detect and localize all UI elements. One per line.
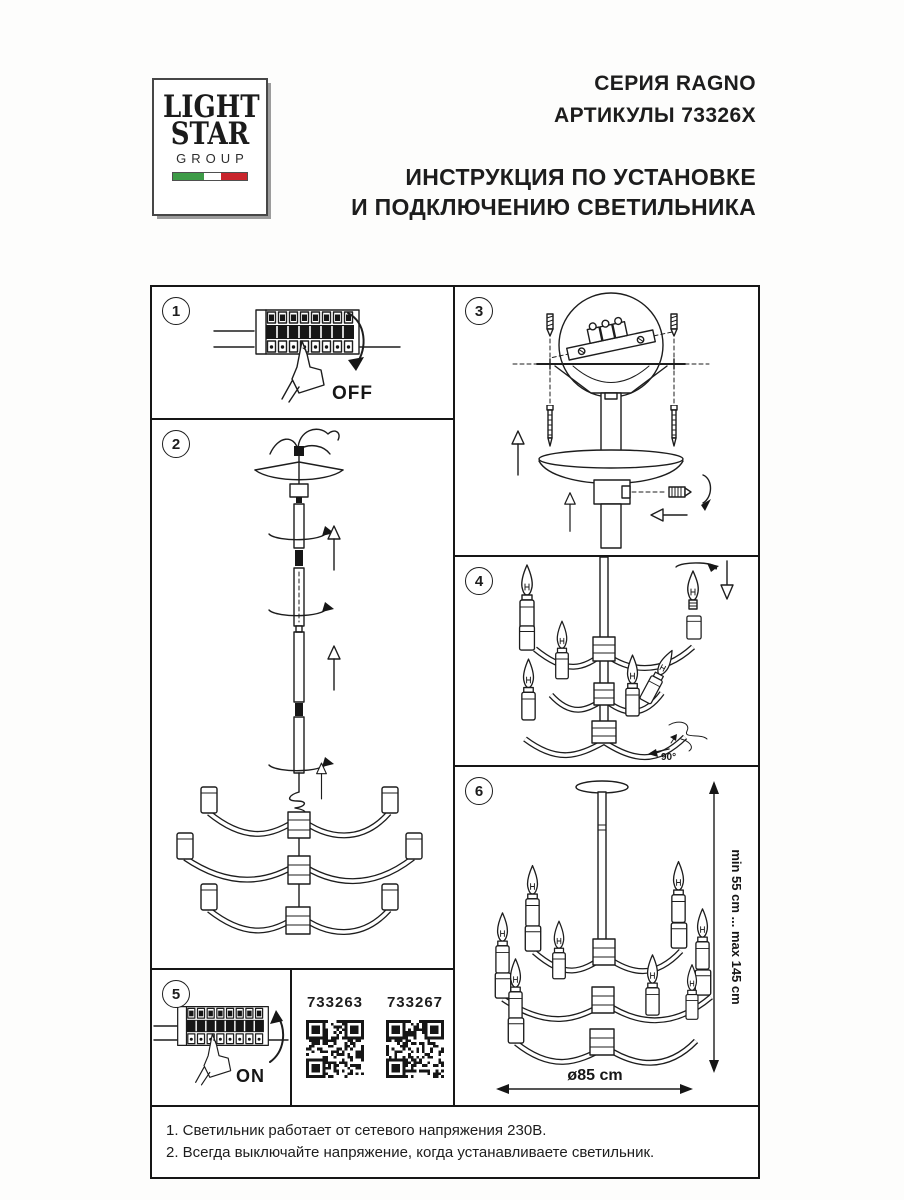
step-2-assembly-diagram xyxy=(152,420,453,968)
step-6-panel xyxy=(455,767,758,1107)
article-code-733267: 733267 xyxy=(386,994,444,1011)
step-1-number: 1 xyxy=(162,297,190,325)
height-range-label: min 55 cm ... max 145 cm xyxy=(729,849,744,1005)
logo-word-star: STAR xyxy=(170,116,250,152)
notes-panel xyxy=(152,1107,758,1177)
step-6-number: 6 xyxy=(465,777,493,805)
document-title xyxy=(351,162,756,222)
series-label: СЕРИЯ RAGNO xyxy=(594,72,756,95)
title-line-2: И ПОДКЛЮЧЕНИЮ СВЕТИЛЬНИКА xyxy=(351,194,756,220)
qr-codes-panel xyxy=(292,970,455,1107)
qr-code-left xyxy=(306,1020,364,1078)
step-2-panel xyxy=(152,420,455,970)
flag-green-stripe xyxy=(173,173,204,180)
italian-flag-bar xyxy=(172,172,248,181)
step-4-panel xyxy=(455,557,758,767)
logo-word-light: LIGHT xyxy=(162,89,260,125)
note-line-1: 1. Светильник работает от сетевого напряжения 230В. xyxy=(166,1122,547,1139)
qr-code-right xyxy=(386,1020,444,1078)
step-3-panel xyxy=(455,287,758,557)
step-5-panel xyxy=(152,970,292,1107)
lightstar-logo xyxy=(152,78,268,216)
step-1-breaker-off-diagram xyxy=(152,287,453,418)
article-code-733263: 733263 xyxy=(306,994,364,1011)
step-1-panel xyxy=(152,287,455,420)
instruction-grid xyxy=(150,285,760,1179)
step-3-mounting-diagram xyxy=(455,287,758,555)
diameter-label: ø85 cm xyxy=(567,1067,623,1084)
flag-red-stripe xyxy=(221,173,247,180)
logo-word-group: GROUP xyxy=(176,151,249,166)
flag-white-stripe xyxy=(204,173,221,180)
step-4-number: 4 xyxy=(465,567,493,595)
step-4-bulbs-diagram xyxy=(455,557,758,765)
step-3-number: 3 xyxy=(465,297,493,325)
step-6-dimensions-diagram xyxy=(455,767,758,1105)
note-line-2: 2. Всегда выключайте напряжение, когда устанавливаете светильник. xyxy=(166,1144,655,1161)
step-2-number: 2 xyxy=(162,430,190,458)
title-line-1: ИНСТРУКЦИЯ ПО УСТАНОВКЕ xyxy=(405,164,756,190)
step-5-number: 5 xyxy=(162,980,190,1008)
on-label: ON xyxy=(236,1066,265,1086)
off-label: OFF xyxy=(332,383,373,404)
articles-label: АРТИКУЛЫ 73326X xyxy=(554,104,756,127)
angle-90-label: 90° xyxy=(661,752,677,763)
